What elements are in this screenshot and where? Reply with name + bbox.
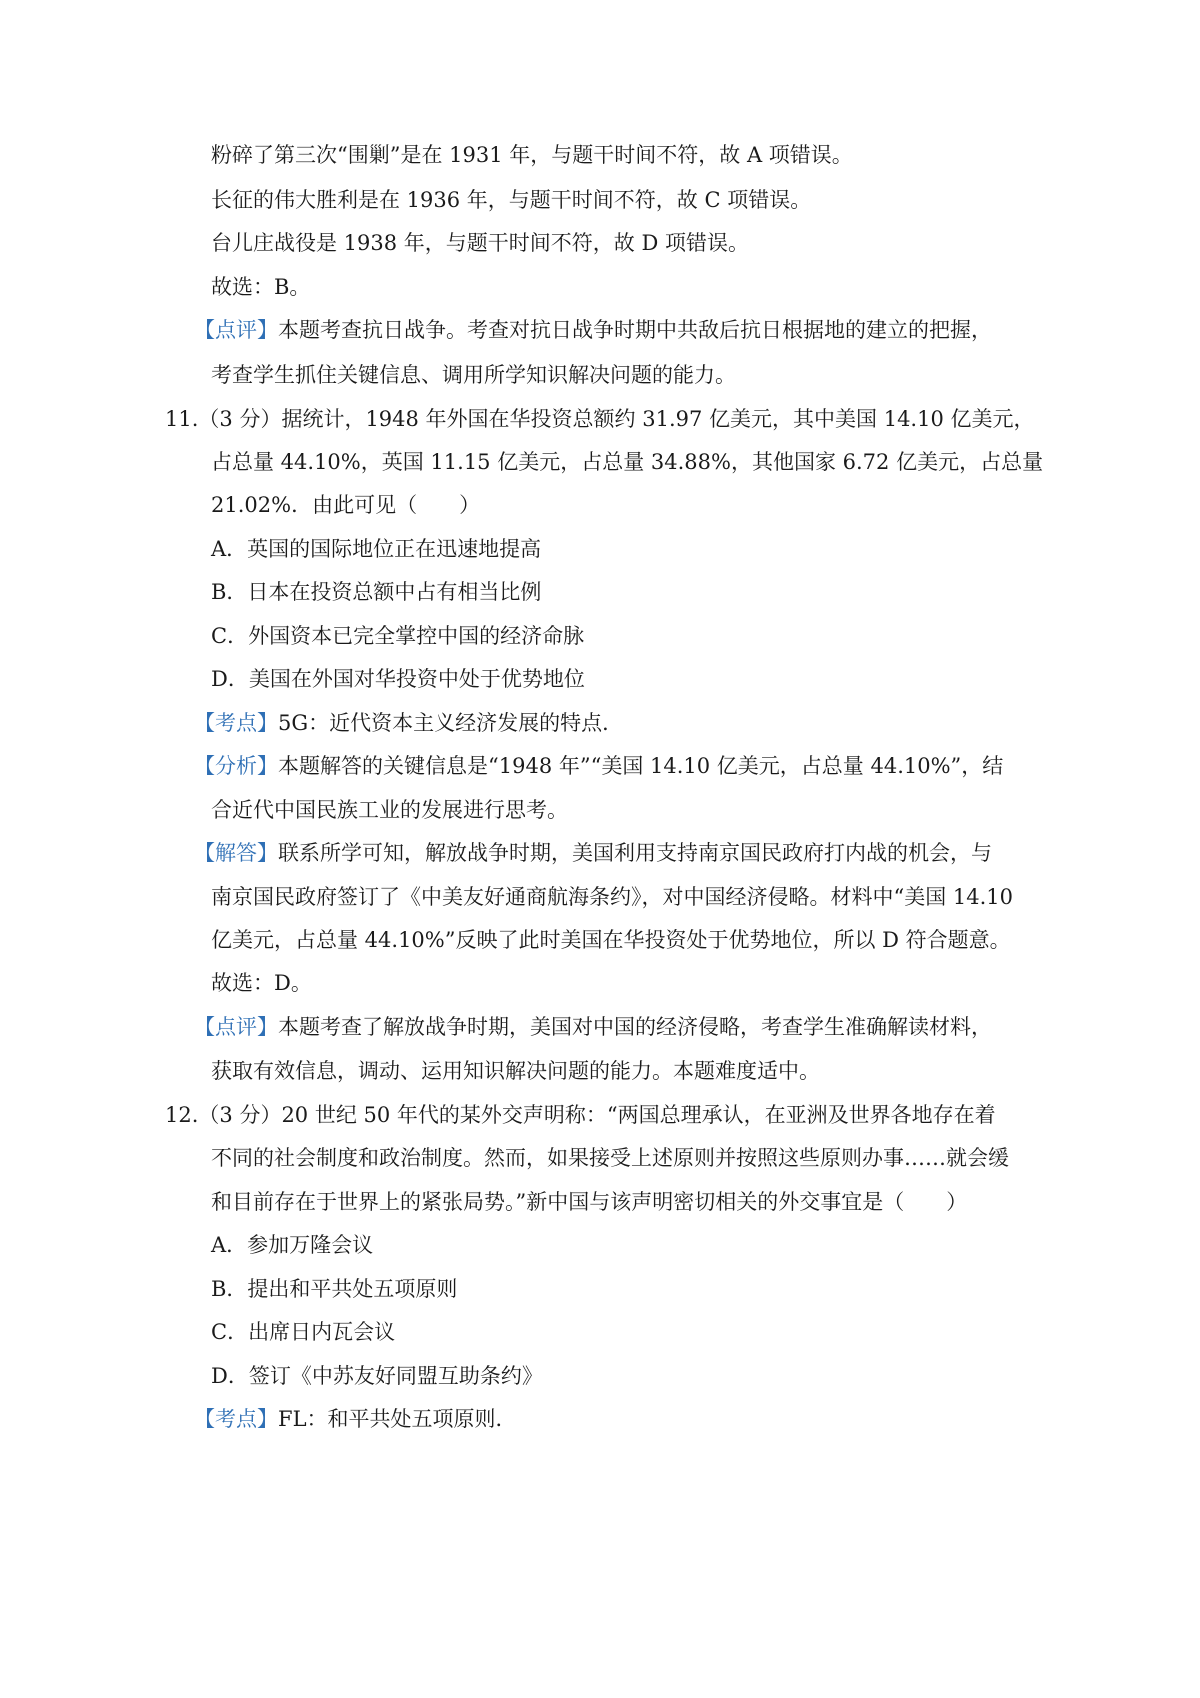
prev-answer: 故选：B。 xyxy=(211,275,311,299)
answer: 故选：D。 xyxy=(211,971,312,995)
option-b: B．日本在投资总额中占有相当比例 xyxy=(211,580,542,604)
option-c: C．外国资本已完全掌控中国的经济命脉 xyxy=(211,624,585,648)
kaodian xyxy=(194,708,623,738)
question-12-stem-cont: 不同的社会制度和政治制度。然而，如果接受上述原则并按照这些原则办事……就会缓 xyxy=(211,1146,1009,1170)
fenxi-text: 本题解答的关键信息是“1948 年”“美国 14.10 亿美元，占总量 44.10%”，结 xyxy=(278,754,1004,778)
review-tag: 【点评】 xyxy=(194,318,278,342)
dianping xyxy=(194,1012,992,1042)
kaodian-text: FL：和平共处五项原则． xyxy=(278,1407,517,1431)
dianping-cont: 获取有效信息，调动、运用知识解决问题的能力。本题难度适中。 xyxy=(211,1059,820,1083)
prev-explanation-line: 粉碎了第三次“围剿”是在 1931 年，与题干时间不符，故 A 项错误。 xyxy=(211,143,853,167)
jieda-cont: 亿美元，占总量 44.10%”反映了此时美国在华投资处于优势地位，所以 D 符合题意。 xyxy=(211,928,1011,952)
question-12-stem xyxy=(165,1100,996,1130)
kaodian xyxy=(194,1404,517,1434)
kaodian-tag: 【考点】 xyxy=(194,1407,278,1431)
fenxi-cont: 合近代中国民族工业的发展进行思考。 xyxy=(211,798,568,822)
fenxi-tag: 【分析】 xyxy=(194,754,278,778)
question-11-stem-cont: 占总量 44.10%，英国 11.15 亿美元，占总量 34.88%，其他国家 6.72 亿美元，占总量 xyxy=(211,450,1044,474)
prev-explanation-line: 长征的伟大胜利是在 1936 年，与题干时间不符，故 C 项错误。 xyxy=(211,188,812,212)
fenxi xyxy=(194,751,1003,781)
question-number: 11. xyxy=(165,407,199,431)
option-c: C．出席日内瓦会议 xyxy=(211,1320,396,1344)
option-d: D．签订《中苏友好同盟互助条约》 xyxy=(211,1364,543,1388)
option-d: D．美国在外国对华投资中处于优势地位 xyxy=(211,667,585,691)
question-number: 12. xyxy=(165,1103,199,1127)
question-12-stem-cont: 和目前存在于世界上的紧张局势。”新中国与该声明密切相关的外交事宜是（ ） xyxy=(211,1190,968,1214)
question-11-stem-cont: 21.02%．由此可见（ ） xyxy=(211,493,481,517)
kaodian-tag: 【考点】 xyxy=(194,711,278,735)
question-11-stem xyxy=(165,404,1035,434)
prev-review xyxy=(194,315,992,345)
option-b: B．提出和平共处五项原则 xyxy=(211,1277,458,1301)
question-text: （3 分）20 世纪 50 年代的某外交声明称：“两国总理承认，在亚洲及世界各地存在着 xyxy=(198,1103,996,1127)
review-text: 本题考查抗日战争。考查对抗日战争时期中共敌后抗日根据地的建立的把握， xyxy=(278,318,992,342)
jieda-cont: 南京国民政府签订了《中美友好通商航海条约》，对中国经济侵略。材料中“美国 14.10 xyxy=(211,885,1014,909)
prev-review-cont: 考查学生抓住关键信息、调用所学知识解决问题的能力。 xyxy=(211,363,736,387)
kaodian-text: 5G：近代资本主义经济发展的特点． xyxy=(278,711,624,735)
dianping-tag: 【点评】 xyxy=(194,1015,278,1039)
option-a: A．参加万隆会议 xyxy=(211,1233,374,1257)
dianping-text: 本题考查了解放战争时期，美国对中国的经济侵略，考查学生准确解读材料， xyxy=(278,1015,992,1039)
question-text: （3 分）据统计，1948 年外国在华投资总额约 31.97 亿美元，其中美国 14.10 亿美元， xyxy=(198,407,1035,431)
jieda-text: 联系所学可知，解放战争时期，美国利用支持南京国民政府打内战的机会，与 xyxy=(278,841,992,865)
jieda xyxy=(194,838,992,868)
option-a: A．英国的国际地位正在迅速地提高 xyxy=(211,537,542,561)
jieda-tag: 【解答】 xyxy=(194,841,278,865)
prev-explanation-line: 台儿庄战役是 1938 年，与题干时间不符，故 D 项错误。 xyxy=(211,231,749,255)
